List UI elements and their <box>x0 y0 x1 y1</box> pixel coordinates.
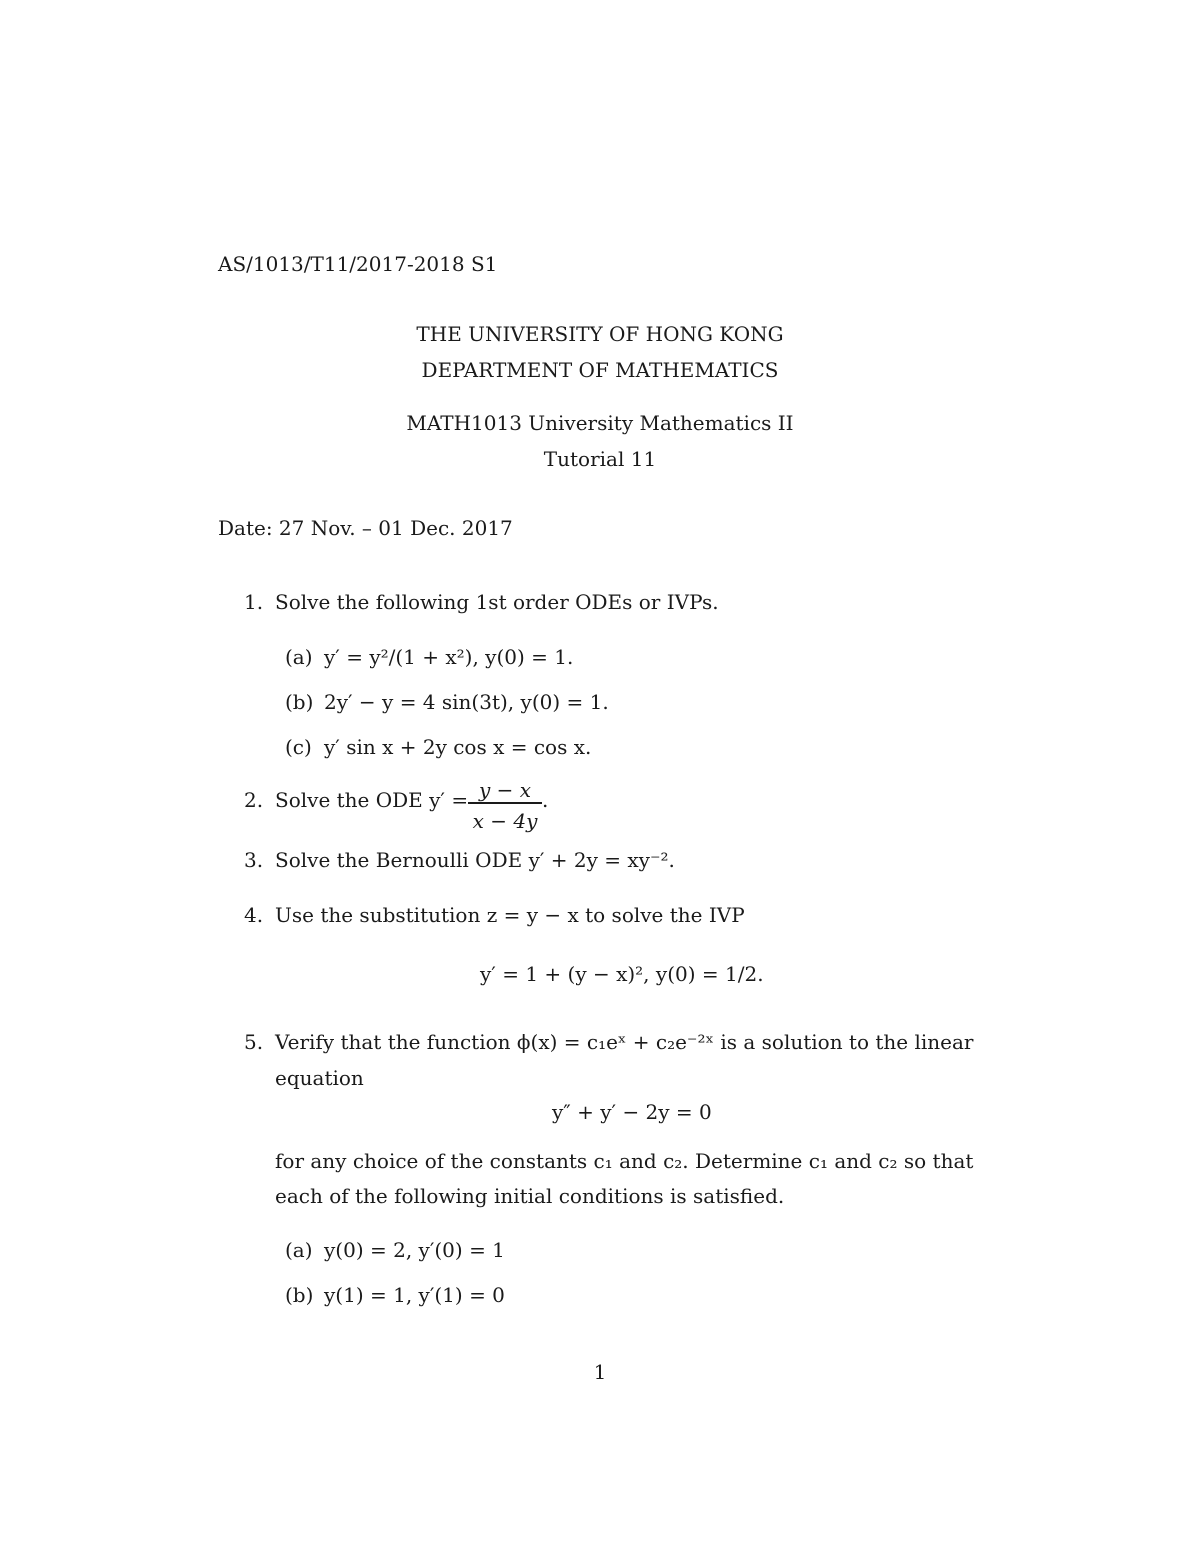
question-text-line: for any choice of the constants c₁ and c₂. Determine c₁ and c₂ so that <box>275 1149 974 1173</box>
date-line: Date: 27 Nov. – 01 Dec. 2017 <box>218 516 513 540</box>
question-text: Solve the following 1st order ODEs or IVPs. <box>275 590 719 614</box>
question-text-line: equation <box>275 1066 364 1090</box>
part-equation: 2y′ − y = 4 sin(3t), y(0) = 1. <box>324 690 609 714</box>
part-equation: y(1) = 1, y′(1) = 0 <box>324 1283 505 1307</box>
page-number: 1 <box>593 1360 607 1384</box>
part-label: (b) <box>285 1283 314 1307</box>
question-text-line: Verify that the function ϕ(x) = c₁eˣ + c₂e⁻²ˣ is a solution to the linear <box>275 1030 974 1054</box>
question-number: 2. <box>244 788 264 812</box>
fraction-numerator: y − x <box>478 778 532 802</box>
part-label: (a) <box>285 645 313 669</box>
question-text: Solve the Bernoulli ODE y′ + 2y = xy⁻². <box>275 848 675 872</box>
part-label: (a) <box>285 1238 313 1262</box>
part-equation: y(0) = 2, y′(0) = 1 <box>324 1238 505 1262</box>
question-number: 3. <box>244 848 264 872</box>
question-tail: . <box>542 788 549 812</box>
department-name: DEPARTMENT OF MATHEMATICS <box>421 358 779 382</box>
display-equation: y′ = 1 + (y − x)², y(0) = 1/2. <box>480 962 764 986</box>
university-name: THE UNIVERSITY OF HONG KONG <box>416 322 784 346</box>
part-label: (c) <box>285 735 312 759</box>
part-equation: y′ = y²/(1 + x²), y(0) = 1. <box>324 645 574 669</box>
tutorial-title: Tutorial 11 <box>543 447 657 471</box>
question-text: Solve the ODE y′ = <box>275 788 469 812</box>
course-title: MATH1013 University Mathematics II <box>406 411 794 435</box>
question-text: Use the substitution z = y − x to solve the IVP <box>275 903 745 927</box>
question-number: 1. <box>244 590 264 614</box>
fraction-denominator: x − 4y <box>472 809 538 833</box>
question-number: 4. <box>244 903 264 927</box>
part-equation: y′ sin x + 2y cos x = cos x. <box>324 735 592 759</box>
fraction-bar <box>468 802 542 804</box>
document-reference: AS/1013/T11/2017-2018 S1 <box>218 252 498 276</box>
part-label: (b) <box>285 690 314 714</box>
question-text-line: each of the following initial conditions is satisfied. <box>275 1184 785 1208</box>
question-number: 5. <box>244 1030 264 1054</box>
display-equation: y″ + y′ − 2y = 0 <box>552 1100 712 1124</box>
